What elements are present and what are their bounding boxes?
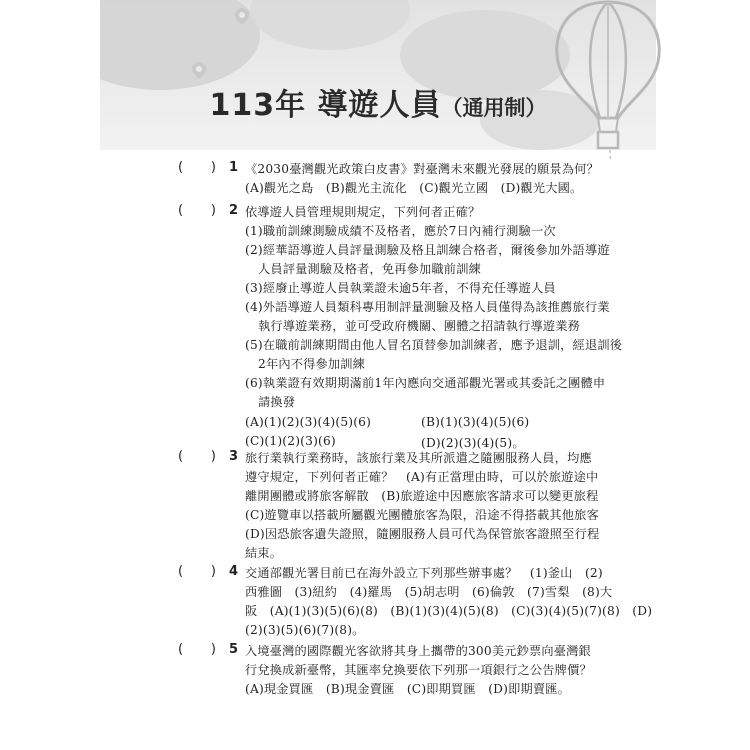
answer-paren: ( ) (178, 642, 216, 657)
question-options: (A)觀光之島 (B)觀光主流化 (C)觀光立國 (D)觀光大國。 (245, 181, 583, 195)
answer-paren: ( ) (178, 449, 216, 464)
statement-2: (2)經華語導遊人員評量測驗及格且訓練合格者，爾後參加外語導遊 (245, 243, 610, 257)
question-options: (A)現金買匯 (B)現金賣匯 (C)即期買匯 (D)即期賣匯。 (245, 682, 571, 696)
question-text: (C)遊覽車以搭載所屬觀光團體旅客為限，沿途不得搭載其他旅客 (245, 508, 599, 522)
question-text: 旅行業執行業務時，該旅行業及其所派遣之隨團服務人員，均應 (245, 451, 592, 465)
question-text: 入境臺灣的國際觀光客欲將其身上攜帶的300美元鈔票向臺灣銀 (245, 644, 591, 658)
hot-air-balloon-icon (548, 0, 668, 160)
question-text: 行兌換成新臺幣，其匯率兌換要依下列那一項銀行之公告牌價？ (245, 663, 592, 677)
option-b: (B)(1)(3)(4)(5)(6) (421, 415, 530, 429)
question-text: 交通部觀光署目前已在海外設立下列那些辦事處？ (1)釜山 (2) (245, 566, 603, 580)
statement-3: (3)經廢止導遊人員執業證未逾5年者，不得充任導遊人員 (245, 281, 556, 295)
question-number: 3 (229, 449, 239, 464)
question-text: 依導遊人員管理規則規定，下列何者正確？ (245, 205, 481, 219)
title-sub: （通用制） (441, 96, 547, 120)
question-text: (D)因恐旅客遺失證照，隨團服務人員可代為保管旅客證照至行程 (245, 527, 600, 541)
answer-paren: ( ) (178, 564, 216, 579)
question-text: 《2030臺灣觀光政策白皮書》對臺灣未來觀光發展的願景為何？ (245, 162, 599, 176)
question-number: 5 (229, 642, 239, 657)
title-main: 113年 導遊人員 (209, 88, 442, 123)
option-a: (A)(1)(2)(3)(4)(5)(6) (245, 415, 372, 429)
statement-5: (5)在職前訓練期間由他人冒名頂替參加訓練者，應予退訓，經退訓後 (245, 338, 623, 352)
statement-5-cont: 2年內不得參加訓練 (258, 357, 366, 371)
question-text: 西雅圖 (3)紐約 (4)羅馬 (5)胡志明 (6)倫敦 (7)雪梨 (8)大 (245, 585, 613, 599)
answer-paren: ( ) (178, 160, 216, 175)
question-number: 2 (229, 203, 239, 218)
statement-1: (1)職前訓練測驗成績不及格者，應於7日內補行測驗一次 (245, 224, 556, 238)
question-text: 遵守規定，下列何者正確？ (A)有正當理由時，可以於旅遊途中 (245, 470, 599, 484)
question-text: (2)(3)(5)(6)(7)(8)。 (245, 623, 365, 637)
question-number: 4 (229, 564, 239, 579)
statement-4: (4)外語導遊人員類科專用制評量測驗及格人員僅得為該推薦旅行業 (245, 300, 610, 314)
question-number: 1 (229, 160, 239, 175)
option-c: (C)(1)(2)(3)(6) (245, 434, 336, 448)
statement-2-cont: 人員評量測驗及格者，免再參加職前訓練 (258, 262, 481, 276)
question-text: 離開團體或將旅客解散 (B)旅遊途中因應旅客請求可以變更旅程 (245, 489, 599, 503)
world-map-decoration (250, 0, 410, 50)
statement-6: (6)執業證有效期期滿前1年內應向交通部觀光署或其委託之團體申 (245, 376, 606, 390)
statement-4-cont: 執行導遊業務，並可受政府機關、團體之招請執行導遊業務 (258, 319, 581, 333)
question-text: 阪 (A)(1)(3)(5)(6)(8) (B)(1)(3)(4)(5)(8) (C)(3)(4)(5)(7)(8) (D) (245, 604, 653, 618)
question-text: 結束。 (245, 546, 283, 560)
statement-6-cont: 請換發 (258, 395, 296, 409)
option-d: (D)(2)(3)(4)(5)。 (421, 436, 525, 450)
answer-paren: ( ) (178, 203, 216, 218)
